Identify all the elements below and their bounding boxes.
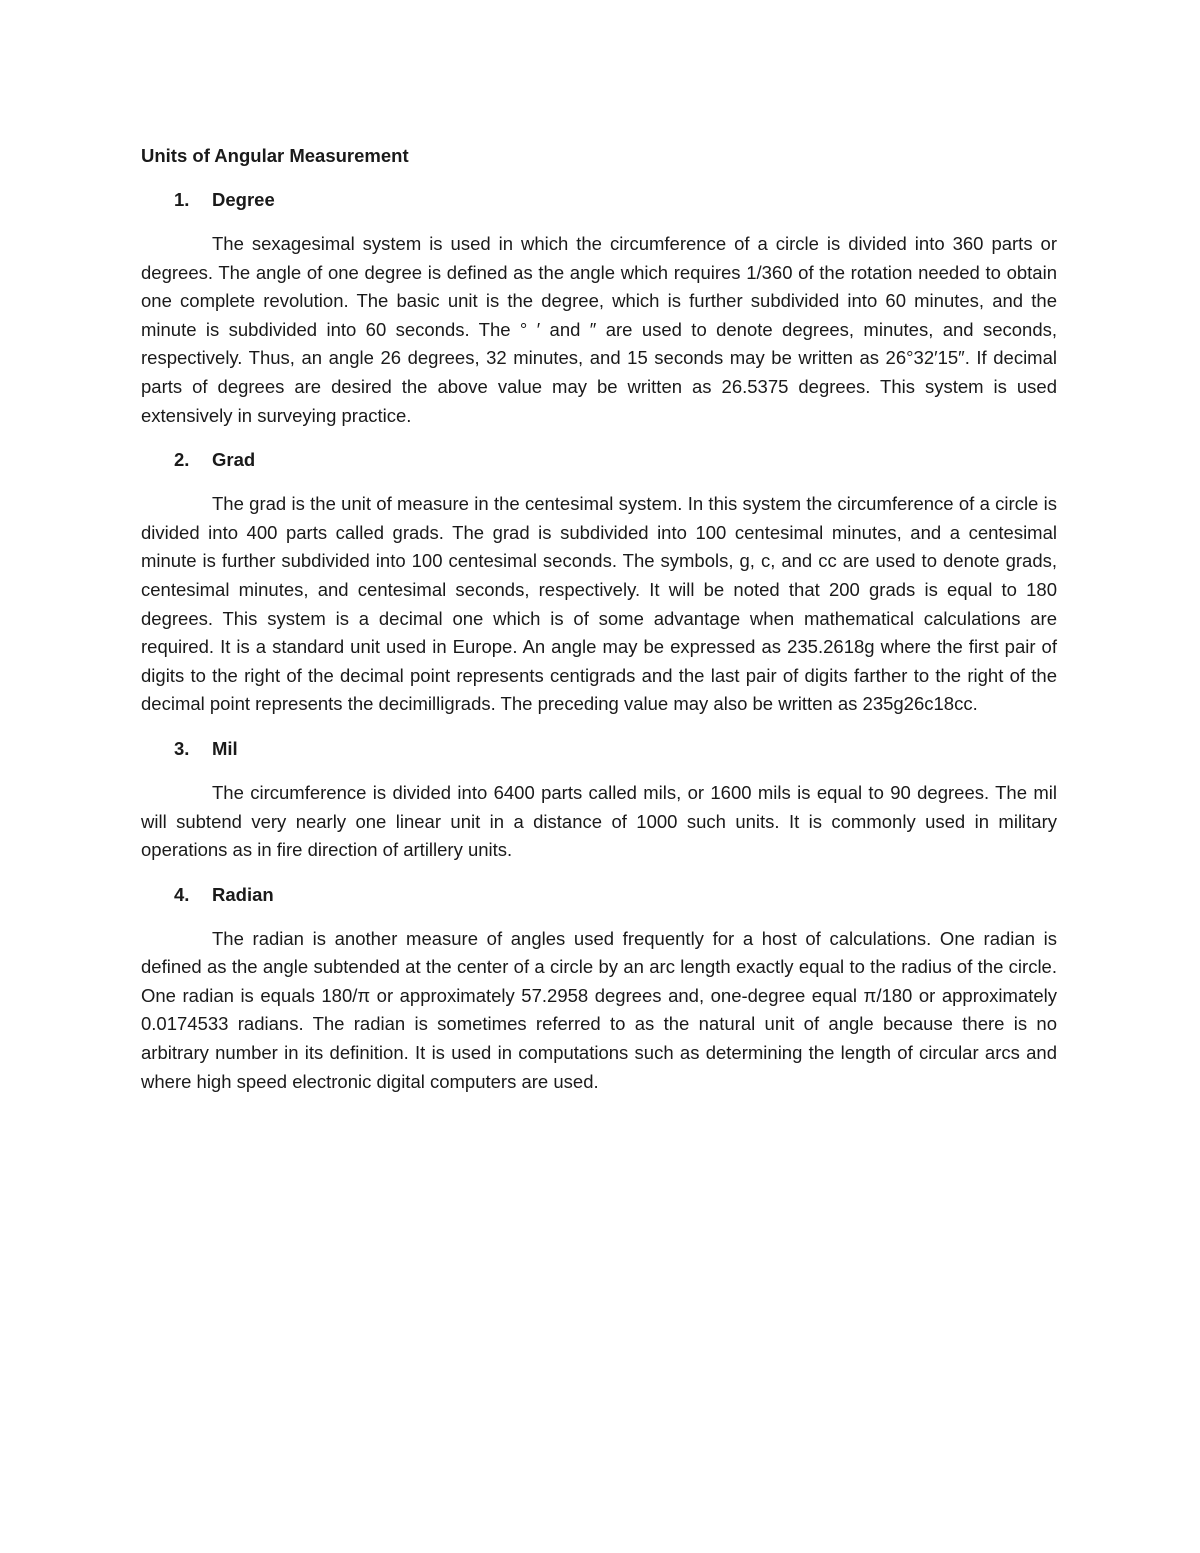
section-title: Mil [212,737,238,759]
section-body: The circumference is divided into 6400 parts called mils, or 1600 mils is equal to 90 degrees. The mil will subtend very nearly one linear unit in a distance of 1000 such units. It is commonly used in military operations as in fire direction of artillery units. [141,781,1057,861]
section-title: Grad [212,449,256,471]
section-number: 2. [174,449,190,471]
document-title: Units of Angular Measurement [141,145,409,166]
section-grad [141,446,1057,719]
section-body: The radian is another measure of angles used frequently for a host of calculations. One radian is defined as the angle subtended at the center of a circle by an arc length exactly equal to the radius of the circle. One radian is equals 180/π or approximately 57.2958 degrees and, one-degree equal π/180 or approximately 0.0174533 radians. The radian is sometimes referred to as the natural unit of angle because there is no arbitrary number in its definition. It is used in computations such as determining the length of circular arcs and where high speed electronic digital computers are used. [141,927,1057,1092]
section-number: 1. [174,189,190,210]
section-number: 3. [174,737,190,759]
section-body: The sexagesimal system is used in which the circumference of a circle is divided into 360 parts or degrees. The angle of one degree is defined as the angle which requires 1/360 of the rotation needed to obtain one complete revolution. The basic unit is the degree, which is further subdivided into 60 minutes, and the minute is subdivided into 60 seconds. The ° ′ and ″ are used to denote degrees, minutes, and seconds, respectively. Thus, an angle 26 degrees, 32 minutes, and 15 seconds may be written as 26°32′15″. If decimal parts of degrees are desired the above value may be written as 26.5375 degrees. This system is used extensively in surveying practice. [141,233,1057,426]
section-heading [141,735,1057,763]
section-title: Radian [212,883,274,905]
section-number: 4. [174,883,190,905]
section-mil [141,735,1057,865]
document-content [141,142,1057,1096]
section-heading [141,881,1057,909]
section-degree [141,186,1057,430]
section-heading [141,446,1057,474]
section-title: Degree [212,189,275,210]
section-radian [141,881,1057,1097]
section-heading [141,186,1057,214]
section-body: The grad is the unit of measure in the centesimal system. In this system the circumference of a circle is divided into 400 parts called grads. The grad is subdivided into 100 centesimal minutes, and a centesimal minute is further subdivided into 100 centesimal seconds. The symbols, g, c, and cc are used to denote grads, centesimal minutes, and centesimal seconds, respectively. It will be noted that 200 grads is equal to 180 degrees. This system is a decimal one which is of some advantage when mathematical calculations are required. It is a standard unit used in Europe. An angle may be expressed as 235.2618g where the first pair of digits to the right of the decimal point represents centigrads and the last pair of digits farther to the right of the decimal point represents the decimilligrads. The preceding value may also be written as 235g26c18cc. [141,493,1057,715]
